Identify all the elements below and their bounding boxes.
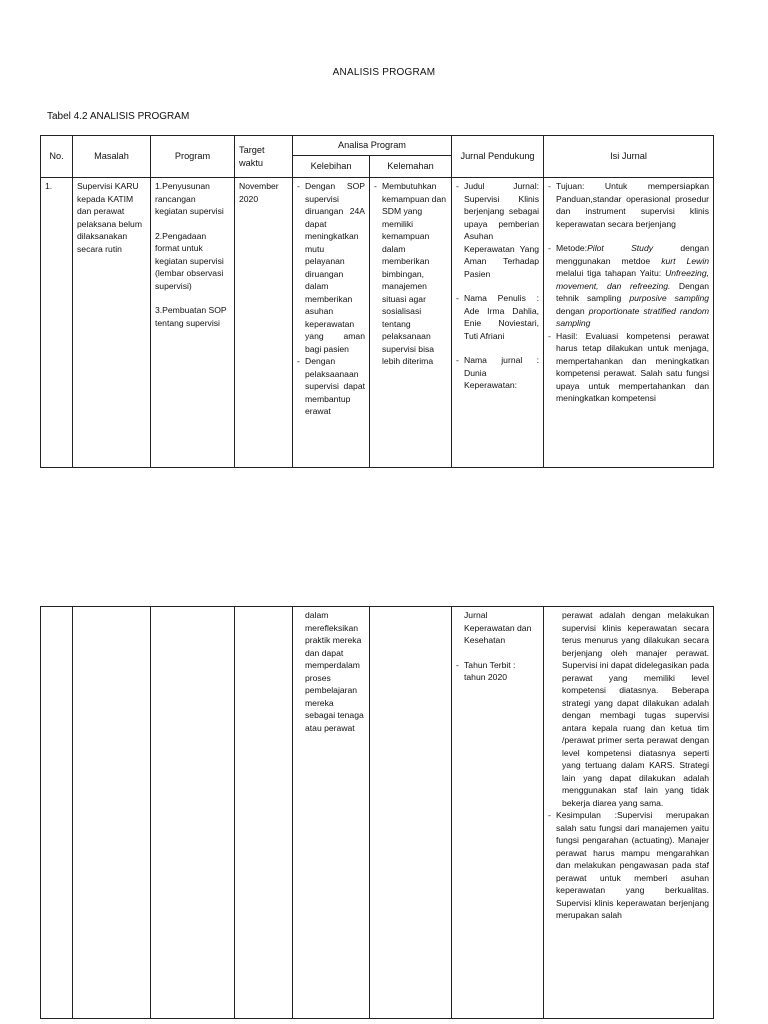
kelemahan-item-1: - Membutuhkan kemampuan dan SDM yang memiliki kemampuan dalam memberikan bimbingan, manajemen situasi agar sosialisasi tentang pelaksanaan supervisi bisa lebih diterima	[374, 180, 447, 368]
header-jurnal-pendukung: Jurnal Pendukung	[452, 136, 544, 178]
cell-isi-jurnal-cont	[544, 607, 714, 1019]
program-item-3: 3.Pembuatan SOP tentang supervisi	[155, 305, 227, 328]
jurnal-nama: - Nama jurnal : Dunia Keperawatan:	[456, 354, 539, 392]
isi-metode: - Metode:Pilot Study dengan menggunakan metdoe kurt Lewin melalui tiga tahapan Yaitu: Unfreezing, movement, dan refreezing. Dengan tehnik sampling purposive sampling dengan proportionate stratified random sampling	[548, 242, 709, 330]
cell-masalah-cont	[73, 607, 151, 1019]
analysis-table-part-2	[40, 606, 714, 1019]
cell-jurnal-cont	[452, 607, 544, 1019]
document-title: ANALISIS PROGRAM	[332, 67, 436, 78]
cell-program	[151, 178, 235, 468]
header-kelemahan: Kelemahan	[370, 156, 452, 178]
cell-kelemahan-cont	[370, 607, 452, 1019]
cell-no-cont	[41, 607, 73, 1019]
cell-isi-jurnal	[544, 178, 714, 468]
cell-kelebihan-cont	[293, 607, 370, 1019]
header-kelebihan: Kelebihan	[293, 156, 370, 178]
row-number: 1.	[45, 181, 53, 191]
isi-hasil: - Hasil: Evaluasi kompetensi perawat harus tetap dilakukan untuk menjaga, mempertahankan dan meningkatkan kompetensi perawat. Salah satu fungsi upaya untuk mempertahankan dan meningkatkan kompetensi	[548, 330, 709, 405]
jurnal-penulis: - Nama Penulis : Ade Irma Dahlia, Enie Noviestari, Tuti Afriani	[456, 292, 539, 342]
isi-kesimpulan: - Kesimpulan :Supervisi merupakan salah satu fungsi dari manajemen yaitu fungsi pengarahan (actuating). Manajer perawat harus mampu mengarahkan dan melakukan pengawasan pada staf perawat untuk memberi asuhan keperawatan yang berkualitas. Supervisi klinis keperawatan berjenjang merupakan salah	[548, 809, 709, 922]
cell-program-cont	[151, 607, 235, 1019]
kelebihan-item-2: - Dengan pelaksaanaan supervisi dapat membantup erawat	[297, 355, 365, 418]
header-no: No.	[41, 136, 73, 178]
table-caption: Tabel 4.2 ANALISIS PROGRAM	[47, 111, 190, 122]
cell-kelemahan	[370, 178, 452, 468]
header-isi-jurnal: Isi Jurnal	[544, 136, 714, 178]
program-item-2: 2.Pengadaan format untuk kegiatan supervisi (lembar observasi supervisi)	[155, 230, 224, 291]
kelebihan-list	[297, 180, 365, 418]
isi-continued: perawat adalah dengan melakukan supervisi klinis keperawatan secara terus menurus yang dilakukan secara berjenjang oleh manajer perawat. Supervisi ini dapat didelegasikan pada perawat yang memiliki level kompetensi diatasnya. Beberapa strategi yang dapat dilakukan adalah dengan membagi tugas supervisi antara kepala ruang dan ketua tim /perawat primer serta perawat dengan level kompetensi diatasnya seperti yang tertuang dalam KARS. Strategi lain yang dapat dilakukan adalah menggunakan staf lain yang tidak bekerja diarea yang sama.	[562, 610, 709, 808]
analysis-table-part-1	[40, 135, 714, 468]
jurnal-continued: Jurnal Keperawatan dan Kesehatan	[464, 610, 532, 645]
isi-list-cont	[548, 809, 709, 922]
header-analisa-program: Analisa Program	[293, 136, 452, 156]
jurnal-tahun: - Tahun Terbit : tahun 2020	[456, 659, 539, 684]
cell-jurnal	[452, 178, 544, 468]
target-text: November 2020	[239, 181, 279, 204]
program-item-1: 1.Penyusunan rancangan kegiatan supervisi	[155, 181, 224, 216]
header-masalah: Masalah	[73, 136, 151, 178]
cell-no	[41, 178, 73, 468]
isi-tujuan: - Tujuan: Untuk mempersiapkan Panduan,standar operasional prosedur dan instrument supervisi klinis keperawatan secara berjenjang	[548, 180, 709, 230]
header-program: Program	[151, 136, 235, 178]
kelebihan-continued: dalam merefleksikan praktik mereka dan dapat memperdalam proses pembelajaran mereka sebagai tenaga atau perawat	[305, 610, 364, 733]
header-target-waktu: Target waktu	[235, 136, 293, 178]
jurnal-list-cont	[456, 659, 539, 684]
cell-masalah	[73, 178, 151, 468]
masalah-text: Supervisi KARU kepada KATIM dan perawat pelaksana belum dilaksanakan secara rutin	[77, 181, 142, 254]
isi-list	[548, 180, 709, 405]
cell-target	[235, 178, 293, 468]
program-list	[155, 180, 230, 329]
kelemahan-list	[374, 180, 447, 368]
jurnal-judul: - Judul Jurnal: Supervisi Klinis berjenjang sebagai upaya pemberian Asuhan Keperawatan Yang Aman Terhadap Pasien	[456, 180, 539, 280]
kelebihan-item-1: - Dengan SOP supervisi diruangan 24A dapat meningkatkan mutu pelayanan diruangan dalam memberikan asuhan keperawatan yang aman bagi pasien	[297, 180, 365, 355]
jurnal-list	[456, 180, 539, 392]
cell-target-cont	[235, 607, 293, 1019]
cell-kelebihan	[293, 178, 370, 468]
